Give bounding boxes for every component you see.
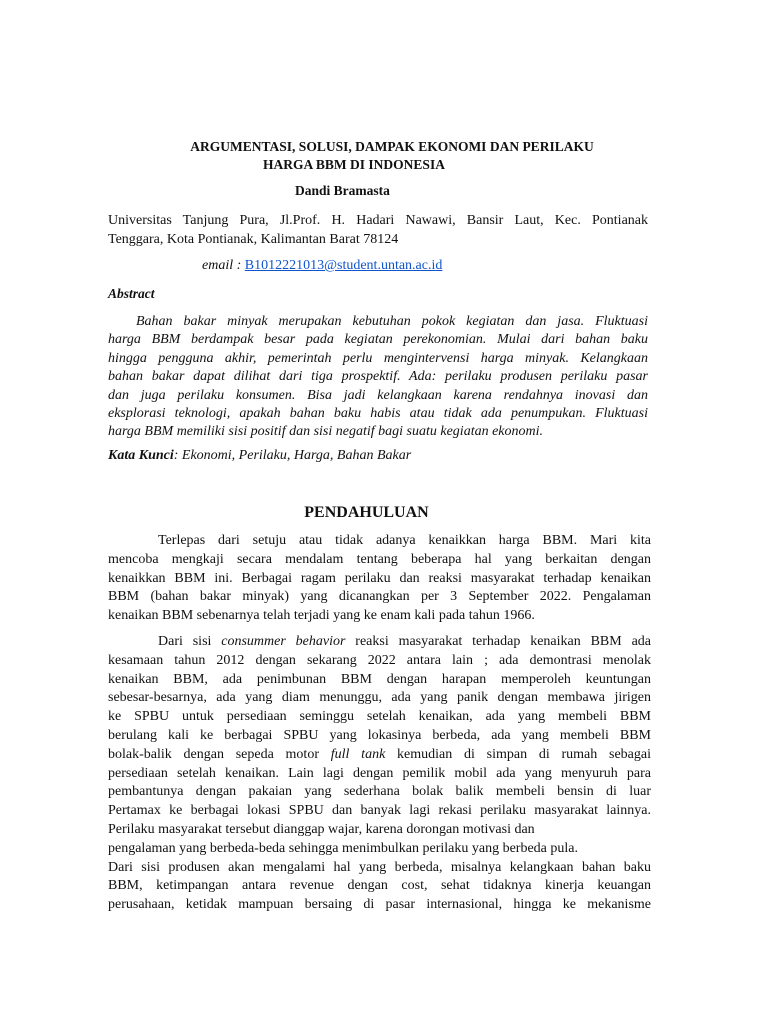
title-line-1: ARGUMENTASI, SOLUSI, DAMPAK EKONOMI DAN PERILAKU	[190, 139, 594, 154]
author-email	[202, 258, 442, 274]
abstract-heading: Abstract	[108, 286, 155, 301]
emphasis-text: consummer behavior	[221, 634, 346, 649]
abstract-line: dan juga perilaku konsumen. Bisa jadi kelangkaan karena rendahnya inovasi dan	[108, 387, 648, 403]
author-affiliation	[108, 211, 648, 249]
email-link[interactable]: B1012221013@student.untan.ac.id	[244, 258, 443, 273]
section-heading: PENDAHULUAN	[304, 504, 429, 521]
text-segment: Dari sisi	[158, 634, 222, 649]
paragraph-line: Terlepas dari setuju atau tidak adanya kenaikkan harga BBM. Mari kita	[158, 533, 651, 548]
abstract-line: Bahan bakar minyak merupakan kebutuhan pokok kegiatan dan jasa. Fluktuasi	[136, 314, 648, 329]
affiliation-line-2: Tenggara, Kota Pontianak, Kalimantan Barat 78124	[108, 232, 399, 247]
paragraph-line: kenaikan BBM sebenarnya telah terjadi yang ke enam kali pada tahun 1966.	[108, 608, 535, 624]
paragraph-line: pengalaman yang berbeda-beda sehingga menimbulkan perilaku yang berbeda pula.	[108, 840, 578, 856]
affiliation-line-1: Universitas Tanjung Pura, Jl.Prof. H. Hadari Nawawi, Bansir Laut, Kec. Pontianak	[108, 213, 648, 228]
text-segment: kemudian di simpan di rumah sebagai	[385, 746, 651, 762]
email-label: email :	[202, 258, 245, 273]
paragraph-line: BBM, ketimpangan antara revenue dengan cost, sehat tidaknya kinerja keuangan	[108, 878, 651, 894]
paragraph-line	[108, 746, 651, 765]
paragraph-line: persediaan setelah kenaikan. Lain lagi dengan pemilik mobil ada yang menyuruh para	[108, 765, 651, 781]
paragraph-line: kenaikan BBM, ada penimbunan BBM dengan harapan memperoleh keuntungan	[108, 671, 651, 687]
paragraph-line: sebesar-besarnya, ada yang diam menunggu, ada yang panik dengan membawa jirigen	[108, 690, 651, 706]
abstract-line: bahan bakar dapat dilihat dari tiga prospektif. Ada: perilaku produsen perilaku pasar	[108, 369, 648, 385]
emphasis-text: full tank	[330, 746, 386, 762]
paragraph-line: Perilaku masyarakat tersebut dianggap wajar, karena dorongan motivasi dan	[108, 821, 535, 837]
paragraph-line: kenaikkan BBM ini. Berbagai ragam perilaku dan reaksi masyarakat terhadap kenaikan	[108, 570, 651, 586]
title-line-2: HARGA BBM DI INDONESIA	[263, 157, 445, 172]
author-name: Dandi Bramasta	[295, 183, 390, 198]
paragraph-line: Dari sisi produsen akan mengalami hal yang berbeda, misalnya kelangkaan bahan baku	[108, 859, 651, 875]
paragraph-1	[108, 532, 651, 626]
paragraph-line	[108, 633, 651, 652]
text-segment: reaksi masyarakat terhadap kenaikan BBM ada	[345, 634, 652, 649]
keywords	[108, 448, 411, 464]
abstract-line: harga BBM memiliki sisi positif dan sisi negatif bagi suatu kegiatan ekonomi.	[108, 424, 544, 440]
text-segment: bolak-balik dengan sepeda motor	[108, 746, 331, 762]
abstract-line: hingga pengguna akhir, pemerintah perlu mengintervensi harga minyak. Kelangkaan	[108, 350, 648, 366]
paragraph-line: mencoba mengkaji secara mendalam tentang beberapa hal yang berkaitan dengan	[108, 551, 651, 567]
paragraph-line: ke SPBU untuk persediaan seminggu setelah kenaikan, ada yang membeli BBM	[108, 709, 651, 725]
keywords-label: Kata Kunci	[108, 448, 174, 463]
paper-title	[108, 138, 676, 174]
abstract-line: harga BBM berdampak besar pada kegiatan perekonomian. Mulai dari bahan baku	[108, 332, 648, 348]
abstract-text	[108, 313, 648, 442]
paragraph-line: Pertamax ke berbagai lokasi SPBU dan banyak lagi rekasi perilaku masyarakat lainnya.	[108, 803, 651, 819]
keywords-text: : Ekonomi, Perilaku, Harga, Bahan Bakar	[173, 448, 412, 463]
paragraph-line: perusahaan, ketidak mampuan bersaing di pasar internasional, hingga ke mekanisme	[108, 897, 651, 913]
paragraph-2	[108, 633, 651, 915]
paragraph-line: kesamaan tahun 2012 dengan sekarang 2022 antara lain ; ada demontrasi menolak	[108, 652, 651, 668]
abstract-line: eksplorasi teknologi, apakah bahan baku habis atau tidak ada penumpukan. Fluktuasi	[108, 406, 648, 422]
paragraph-line: BBM (bahan bakar minyak) yang dicanangkan per 3 September 2022. Pengalaman	[108, 589, 651, 605]
paragraph-line: pembantunya dengan pakaian yang sederhana bolak balik membeli bensin di luar	[108, 784, 651, 800]
paragraph-line: berulang kali ke berbagai SPBU yang lokasinya berbeda, ada yang membeli BBM	[108, 727, 651, 743]
